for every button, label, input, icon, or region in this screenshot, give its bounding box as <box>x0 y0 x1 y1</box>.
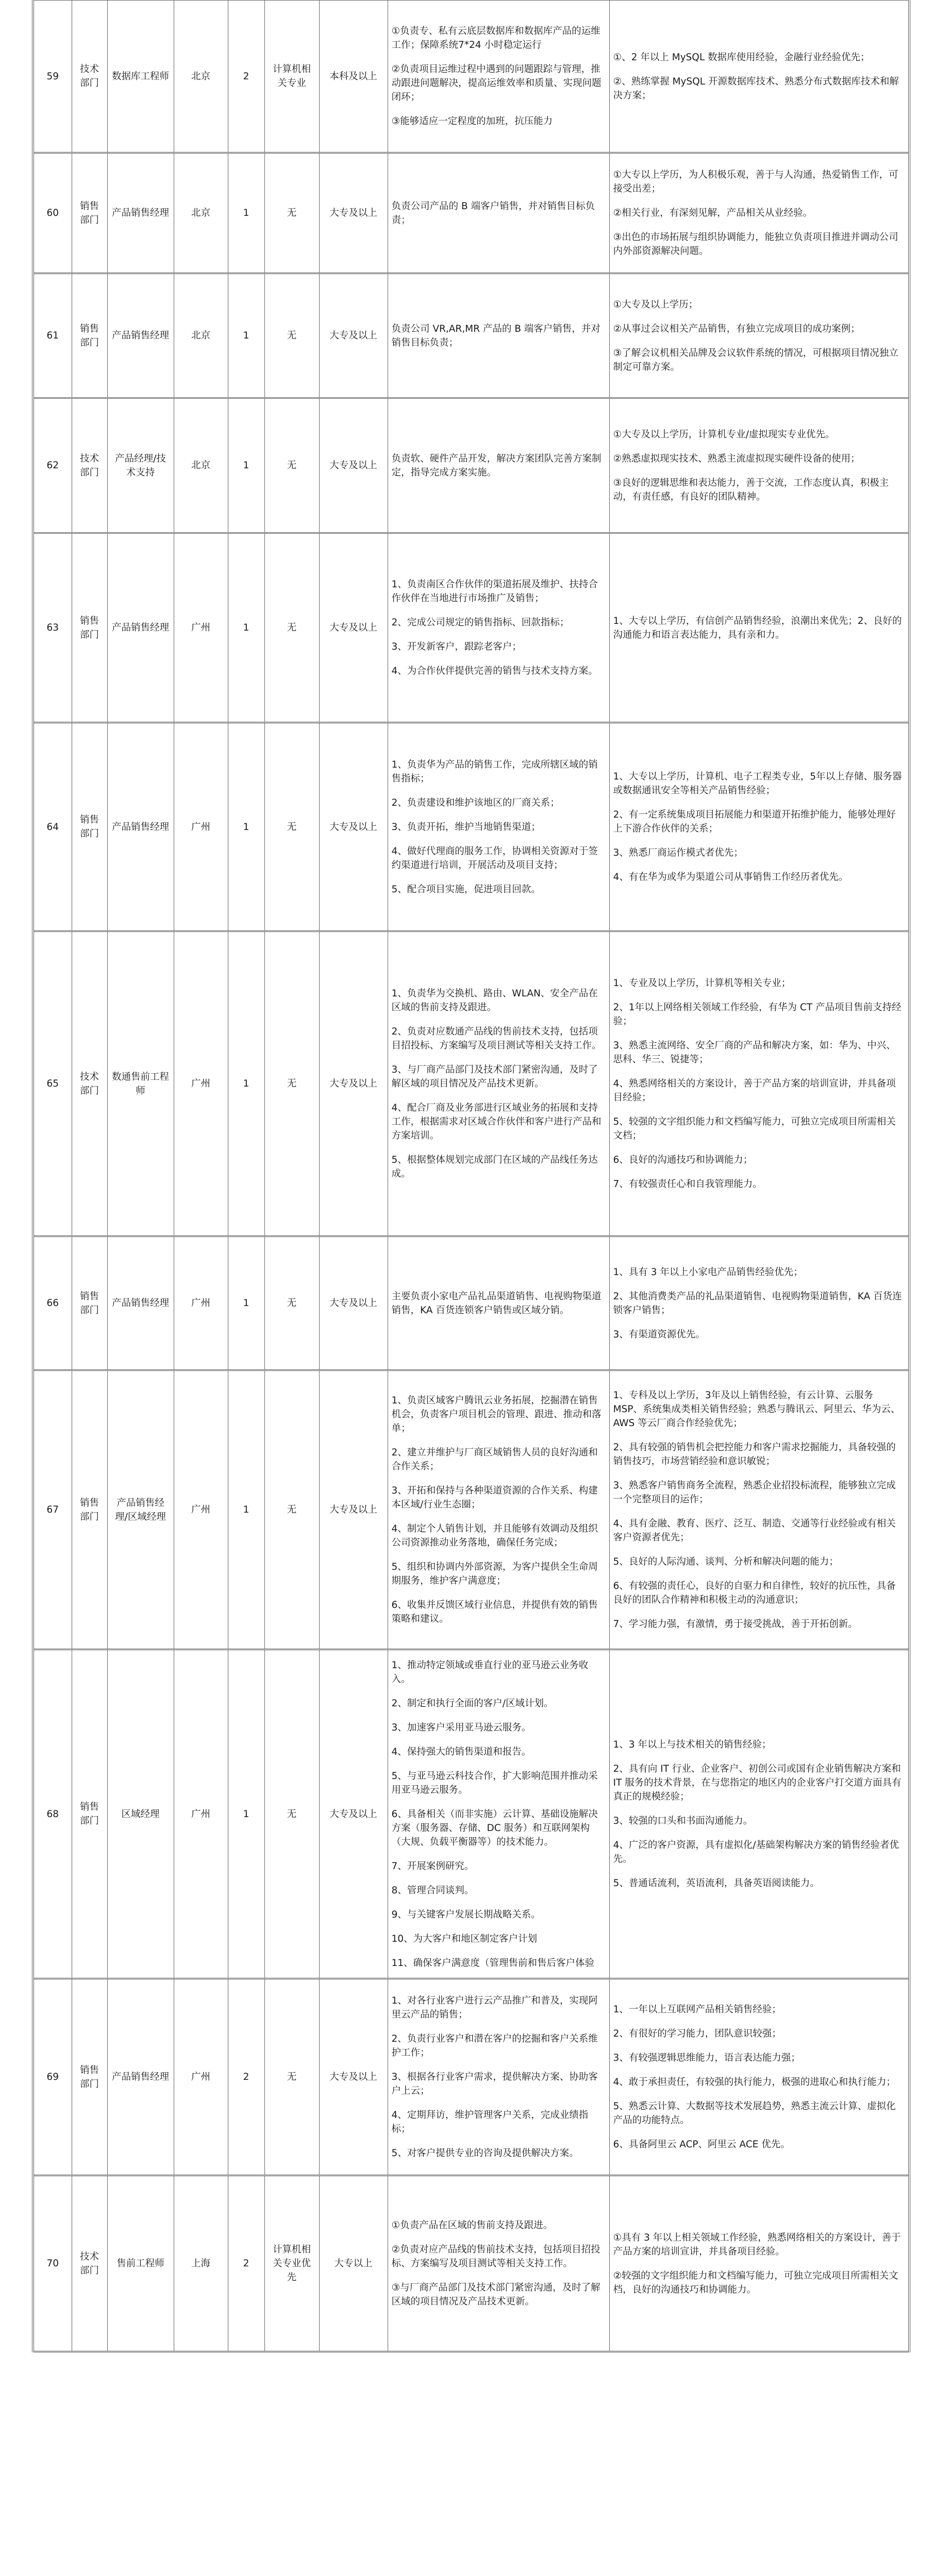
department-cell: 销售部门 <box>72 1370 107 1650</box>
department-cell: 销售部门 <box>72 274 107 398</box>
requirement-item: ②较强的文字组织能力和文档编写能力，可独立完成项目所需相关文档，良好的沟通技巧和协调能力。 <box>613 2270 898 2295</box>
requirement-item: ③出色的市场拓展与组织协调能力，能独立负责项目推进并调动公司内外部资源解决问题。 <box>613 232 898 257</box>
requirement-item: 7、有较强责任心和自我管理能力。 <box>613 1179 762 1190</box>
table-row <box>33 153 909 274</box>
duty-item: 11、确保客户满意度（管理售前和售后客户体验 <box>391 1957 595 1969</box>
city-cell: 北京 <box>174 153 228 274</box>
row-number: 59 <box>33 1 72 153</box>
duty-item: 6、收集并反馈区域行业信息，并提供有效的销售策略和建议。 <box>391 1600 598 1624</box>
duty-item: 5、根据整体规划完成部门在区域的产品线任务达成。 <box>391 1155 598 1179</box>
department-cell: 销售部门 <box>72 1979 107 2176</box>
requirement-item: 4、具有金融、教育、医疗、泛互、制造、交通等行业经验或有相关客户资源者优先； <box>613 1518 896 1543</box>
city-cell: 广州 <box>174 1650 228 1979</box>
duty-item: 10、为大客户和地区制定客户计划 <box>391 1933 538 1944</box>
major-cell: 无 <box>264 1650 319 1979</box>
requirement-item: 6、良好的沟通技巧和协调能力； <box>613 1155 753 1165</box>
education-cell: 大专以上 <box>319 2176 388 2352</box>
major-cell: 无 <box>264 398 319 533</box>
education-cell: 本科及以上 <box>319 1 388 153</box>
duties-cell <box>388 723 609 931</box>
duty-item: 4、为合作伙伴提供完善的销售与技术支持方案。 <box>391 666 598 676</box>
duty-item: 5、对客户提供专业的咨询及提供解决方案。 <box>391 2148 579 2159</box>
requirement-item: ②、熟练掌握 MySQL 开源数据库技术、熟悉分布式数据库技术和解决方案； <box>613 76 899 101</box>
requirement-item: 3、较强的口头和书面沟通能力。 <box>613 1816 753 1826</box>
row-number: 63 <box>33 533 72 723</box>
requirements-cell <box>609 398 909 533</box>
table-row <box>33 1650 909 1979</box>
education-cell: 大专及以上 <box>319 1979 388 2176</box>
education-cell: 大专及以上 <box>319 274 388 398</box>
table-row <box>33 723 909 931</box>
duty-item: 2、制定和执行全面的客户/区域计划。 <box>391 1698 554 1709</box>
major-cell: 计算机相关专业优先 <box>264 2176 319 2352</box>
position-cell: 产品经理/技术支持 <box>107 398 174 533</box>
department-cell: 销售部门 <box>72 533 107 723</box>
duty-item: 3、开拓和保持与各种渠道资源的合作关系、构建本区域/行业生态圈； <box>391 1485 598 1510</box>
duty-item: 6、具备相关（而非实施）云计算、基础设施解决方案（服务器、存储、DC 服务）和互联网架构（大规、负载平衡器等）的技术能力。 <box>391 1808 598 1848</box>
duty-item: 1、负责华为交换机、路由、WLAN、安全产品在区域的售前支持及跟进。 <box>391 988 598 1013</box>
department-cell: 技术部门 <box>72 1 107 153</box>
city-cell: 上海 <box>174 2176 228 2352</box>
duty-item: 1、负责区域客户腾讯云业务拓展，挖掘潜在销售机会，负责客户项目机会的管理、跟进、推动和落单； <box>391 1395 602 1434</box>
duties-cell <box>388 533 609 723</box>
duty-item: 3、根据各行业客户需求，提供解决方案、协助客户上云； <box>391 2072 598 2096</box>
table-row <box>33 1 909 153</box>
duties-cell <box>388 1979 609 2176</box>
requirements-cell <box>609 2176 909 2352</box>
table-row <box>33 2176 909 2352</box>
requirement-item: 5、良好的人际沟通、谈判、分析和解决问题的能力； <box>613 1556 839 1567</box>
department-cell: 销售部门 <box>72 1236 107 1370</box>
requirement-item: 4、有在华为或华为渠道公司从事销售工作经历者优先。 <box>613 872 848 883</box>
city-cell: 北京 <box>174 1 228 153</box>
duties-cell <box>388 2176 609 2352</box>
requirement-item: ②熟悉虚拟现实技术、熟悉主流虚拟现实硬件设备的使用； <box>613 453 860 464</box>
education-cell: 大专及以上 <box>319 1650 388 1979</box>
requirement-item: 2、有很好的学习能力，团队意识较强； <box>613 2028 781 2039</box>
duty-item: 3、开发新客户，跟踪老客户； <box>391 641 522 652</box>
education-cell: 大专及以上 <box>319 931 388 1236</box>
duty-item: 主要负责小家电产品礼品渠道销售、电视购物渠道销售，KA 百货连锁客户销售或区域分销。 <box>391 1291 602 1316</box>
table-row <box>33 533 909 723</box>
duty-item: 4、配合厂商及业务部进行区域业务的拓展和支持工作，根据需求对区域合作伙伴和客户进行产品和方案培训。 <box>391 1103 602 1141</box>
duty-item: 1、负责南区合作伙伴的渠道拓展及维护、扶持合作伙伴在当地进行市场推广及销售； <box>391 579 598 604</box>
requirement-item: ②从事过会议相关产品销售，有独立完成项目的成功案例； <box>613 323 860 334</box>
duty-item: 5、配合项目实施，促进项目回款。 <box>391 884 541 895</box>
requirement-item: ②相关行业，有深刻见解，产品相关从业经验。 <box>613 208 813 218</box>
requirement-item: 1、3 年以上与技术相关的销售经验； <box>613 1739 772 1750</box>
row-number: 70 <box>33 2176 72 2352</box>
city-cell: 广州 <box>174 533 228 723</box>
duty-item: 负责公司产品的 B 端客户销售，并对销售目标负责； <box>391 200 595 226</box>
headcount-cell: 1 <box>228 931 264 1236</box>
duty-item: 3、加速客户采用亚马逊云服务。 <box>391 1722 531 1733</box>
duties-cell <box>388 1650 609 1979</box>
row-number: 61 <box>33 274 72 398</box>
requirements-cell <box>609 533 909 723</box>
duties-cell <box>388 274 609 398</box>
education-cell: 大专及以上 <box>319 153 388 274</box>
headcount-cell: 1 <box>228 153 264 274</box>
duty-item: ②负责项目运维过程中遇到的问题跟踪与管理，推动跟进问题解决，提高运维效率和质量、实现问题闭环； <box>391 64 602 103</box>
row-number: 66 <box>33 1236 72 1370</box>
requirement-item: 5、较强的文字组织能力和文档编写能力，可独立完成项目所需相关文档； <box>613 1116 896 1141</box>
duty-item: ②负责对应产品线的售前技术支持，包括项目招投标、方案编写及项目测试等相关支持工作。 <box>391 2244 601 2269</box>
major-cell: 无 <box>264 1236 319 1370</box>
requirement-item: ①大专及以上学历，计算机专业/虚拟现实专业优先。 <box>613 429 835 440</box>
duties-cell <box>388 153 609 274</box>
requirements-cell <box>609 1650 909 1979</box>
headcount-cell: 2 <box>228 1 264 153</box>
requirement-item: 1、具有 3 年以上小家电产品销售经验优先； <box>613 1266 803 1278</box>
department-cell: 技术部门 <box>72 931 107 1236</box>
requirement-item: 1、专业及以上学历，计算机等相关专业； <box>613 978 791 989</box>
duty-item: 5、与亚马逊云科技合作，扩大影响范围并推动采用亚马逊云服务。 <box>391 1770 598 1795</box>
requirements-cell <box>609 1 909 153</box>
headcount-cell: 1 <box>228 1650 264 1979</box>
education-cell: 大专及以上 <box>319 1370 388 1650</box>
duty-item: 9、与关键客户发展长期战略关系。 <box>391 1909 541 1920</box>
duty-item: 1、对各行业客户进行云产品推广和普及，实现阿里云产品的销售； <box>391 1995 598 2020</box>
table-row <box>33 931 909 1236</box>
position-cell: 产品销售经理/区域经理 <box>107 1370 174 1650</box>
requirement-item: 1、一年以上互联网产品相关销售经验； <box>613 2004 781 2015</box>
table-row <box>33 1979 909 2176</box>
requirement-item: ③了解会议机相关品牌及会议软件系统的情况，可根据项目情况独立制定可靠方案。 <box>613 347 898 372</box>
city-cell: 广州 <box>174 1979 228 2176</box>
requirement-item: ③良好的逻辑思维和表达能力，善于交流，工作态度认真，积极主动，有责任感，有良好的团队精神。 <box>613 477 889 502</box>
major-cell: 无 <box>264 274 319 398</box>
duty-item: 负责公司 VR,AR,MR 产品的 B 端客户销售，并对销售目标负责； <box>391 323 601 348</box>
requirement-item: 5、熟悉云计算、大数据等技术发展趋势，熟悉主流云计算、虚拟化产品的功能特点。 <box>613 2101 896 2126</box>
requirements-cell <box>609 153 909 274</box>
table-row <box>33 398 909 533</box>
requirement-item: 1、大专以上学历，有信创产品销售经验，浪潮出来优先；2、良好的沟通能力和语言表达能力，具有亲和力。 <box>613 615 902 640</box>
duties-cell <box>388 398 609 533</box>
major-cell: 无 <box>264 533 319 723</box>
requirements-cell <box>609 1236 909 1370</box>
position-cell: 售前工程师 <box>107 2176 174 2352</box>
headcount-cell: 2 <box>228 2176 264 2352</box>
city-cell: 北京 <box>174 274 228 398</box>
requirement-item: 3、熟悉厂商运作模式者优先； <box>613 848 743 858</box>
city-cell: 广州 <box>174 1236 228 1370</box>
position-cell: 产品销售经理 <box>107 723 174 931</box>
requirement-item: ①具有 3 年以上相关领域工作经验，熟悉网络相关的方案设计，善于产品方案的培训宣讲，并具备项目经验。 <box>613 2232 901 2257</box>
row-number: 62 <box>33 398 72 533</box>
requirement-item: 3、熟悉客户销售商务全流程，熟悉企业招投标流程，能够独立完成一个完整项目的运作； <box>613 1480 896 1505</box>
requirement-item: 4、广泛的客户资源，具有虚拟化/基础架构解决方案的销售经验者优先。 <box>613 1840 899 1865</box>
position-cell: 产品销售经理 <box>107 274 174 398</box>
duty-item: 2、建立并维护与厂商区域销售人员的良好沟通和合作关系； <box>391 1447 598 1472</box>
duty-item: 1、负责华为产品的销售工作，完成所辖区域的销售指标； <box>391 759 598 784</box>
duty-item: 4、保持强大的销售渠道和报告。 <box>391 1746 531 1757</box>
requirement-item: 2、具有较强的销售机会把控能力和客户需求挖掘能力，具备较强的销售技巧，市场营销经验和意识敏锐； <box>613 1442 896 1467</box>
requirement-item: 2、具有向 IT 行业、企业客户、初创公司或国有企业销售解决方案和 IT 服务的技术背景，在与您指定的地区内的企业客户打交道方面具有真正的规模经验； <box>613 1764 902 1802</box>
major-cell: 无 <box>264 153 319 274</box>
requirement-item: 3、熟悉主流网络、安全厂商的产品和解决方案，如：华为、中兴、思科、华三、锐捷等； <box>613 1040 896 1065</box>
row-number: 69 <box>33 1979 72 2176</box>
requirements-cell <box>609 1370 909 1650</box>
headcount-cell: 2 <box>228 1979 264 2176</box>
table-row <box>33 1370 909 1650</box>
position-cell: 产品销售经理 <box>107 153 174 274</box>
requirements-cell <box>609 723 909 931</box>
duty-item: 2、负责行业客户和潜在客户的挖掘和客户关系维护工作； <box>391 2033 598 2058</box>
duty-item: 4、定期拜访，维护管理客户关系，完成业绩指标； <box>391 2110 589 2134</box>
requirement-item: ①大专及以上学历； <box>613 299 698 310</box>
position-cell: 产品销售经理 <box>107 1236 174 1370</box>
requirement-item: 2、其他消费类产品的礼品渠道销售、电视购物渠道销售，KA 百货连锁客户销售； <box>613 1291 902 1316</box>
duty-item: ①负责产品在区域的售前支持及跟进。 <box>391 2220 553 2231</box>
requirement-item: ①、2 年以上 MySQL 数据库使用经验，金融行业经验优先； <box>613 52 870 63</box>
duty-item: 3、负责开拓，维护当地销售渠道； <box>391 821 541 833</box>
duty-item: 4、制定个人销售计划，并且能够有效调动及组织公司资源推动业务落地，确保任务完成； <box>391 1523 598 1548</box>
requirement-item: 3、有较强逻辑思维能力，语言表达能力强； <box>613 2053 800 2063</box>
position-cell: 数通售前工程师 <box>107 931 174 1236</box>
table-row <box>33 274 909 398</box>
headcount-cell: 1 <box>228 723 264 931</box>
department-cell: 销售部门 <box>72 153 107 274</box>
recruitment-table <box>32 0 910 2352</box>
requirement-item: 2、有一定系统集成项目拓展能力和渠道开拓维护能力，能够处理好上下游合作伙伴的关系； <box>613 809 896 834</box>
position-cell: 区域经理 <box>107 1650 174 1979</box>
headcount-cell: 1 <box>228 1370 264 1650</box>
duty-item: 1、推动特定领域或垂直行业的亚马逊云业务收入。 <box>391 1659 589 1685</box>
requirement-item: 5、普通话流利，英语流利，具备英语阅读能力。 <box>613 1878 820 1889</box>
requirement-item: 2、1年以上网络相关领域工作经验，有华为 CT 产品项目售前支持经验； <box>613 1002 902 1027</box>
duty-item: 2、完成公司规定的销售指标、回款指标； <box>391 617 570 628</box>
requirement-item: 6、有较强的责任心，良好的自驱力和自律性，较好的抗压性，具备良好的团队合作精神和积极主动的沟通意识； <box>613 1581 896 1605</box>
requirement-item: 1、专科及以上学历，3年及以上销售经验，有云计算、云服务 MSP、系统集成类相关销售经验；熟悉与腾讯云、阿里云、华为云、AWS 等云厂商合作经验优先； <box>613 1390 900 1429</box>
requirement-item: 7、学习能力强，有激情，勇于接受挑战，善于开拓创新。 <box>613 1619 858 1630</box>
row-number: 64 <box>33 723 72 931</box>
duty-item: 2、负责对应数通产品线的售前技术支持，包括项目招投标、方案编写及项目测试等相关支持工作。 <box>391 1026 602 1051</box>
duties-cell <box>388 1 609 153</box>
duty-item: 负责软、硬件产品开发，解决方案团队完善方案制定，指导完成方案实施。 <box>391 453 602 478</box>
duty-item: ③能够适应一定程度的加班，抗压能力 <box>391 116 553 127</box>
city-cell: 广州 <box>174 1370 228 1650</box>
headcount-cell: 1 <box>228 533 264 723</box>
major-cell: 无 <box>264 931 319 1236</box>
requirement-item: 6、具备阿里云 ACP、阿里云 ACE 优先。 <box>613 2139 790 2150</box>
city-cell: 广州 <box>174 931 228 1236</box>
table-row <box>33 1236 909 1370</box>
department-cell: 销售部门 <box>72 1650 107 1979</box>
city-cell: 北京 <box>174 398 228 533</box>
duty-item: 5、组织和协调内外部资源，为客户提供全生命周期服务，维护客户满意度； <box>391 1562 598 1586</box>
headcount-cell: 1 <box>228 274 264 398</box>
requirements-cell <box>609 1979 909 2176</box>
duties-cell <box>388 1370 609 1650</box>
major-cell: 无 <box>264 1979 319 2176</box>
education-cell: 大专及以上 <box>319 1236 388 1370</box>
position-cell: 数据库工程师 <box>107 1 174 153</box>
duty-item: ①负责专、私有云底层数据库和数据库产品的运维工作；保障系统7*24 小时稳定运行 <box>391 26 601 50</box>
major-cell: 无 <box>264 1370 319 1650</box>
duty-item: 4、做好代理商的服务工作，协调相关资源对于签约渠道进行培训，开展活动及项目支持； <box>391 845 598 871</box>
requirement-item: 4、敢于承担责任，有较强的执行能力，极强的进取心和执行能力； <box>613 2077 896 2088</box>
requirements-cell <box>609 274 909 398</box>
duty-item: ③与厂商产品部门及技术部门紧密沟通，及时了解区域的项目情况及产品技术更新。 <box>391 2282 601 2307</box>
education-cell: 大专及以上 <box>319 533 388 723</box>
row-number: 67 <box>33 1370 72 1650</box>
requirement-item: 1、大专以上学历，计算机、电子工程类专业，5年以上存储、服务器或数据通讯安全等相关产品销售经验； <box>613 771 902 796</box>
requirement-item: 3、有渠道资源优先。 <box>613 1329 705 1340</box>
row-number: 68 <box>33 1650 72 1979</box>
position-cell: 产品销售经理 <box>107 1979 174 2176</box>
duties-cell <box>388 1236 609 1370</box>
duty-item: 8、管理合同谈判。 <box>391 1885 474 1896</box>
major-cell: 计算机相关专业 <box>264 1 319 153</box>
row-number: 65 <box>33 931 72 1236</box>
requirements-cell <box>609 931 909 1236</box>
duty-item: 3、与厂商产品部门及技术部门紧密沟通，及时了解区域的项目情况及产品技术更新。 <box>391 1064 598 1089</box>
department-cell: 技术部门 <box>72 2176 107 2352</box>
major-cell: 无 <box>264 723 319 931</box>
education-cell: 大专及以上 <box>319 723 388 931</box>
duty-item: 7、开展案例研究。 <box>391 1860 474 1872</box>
education-cell: 大专及以上 <box>319 398 388 533</box>
headcount-cell: 1 <box>228 398 264 533</box>
row-number: 60 <box>33 153 72 274</box>
department-cell: 技术部门 <box>72 398 107 533</box>
city-cell: 广州 <box>174 723 228 931</box>
headcount-cell: 1 <box>228 1236 264 1370</box>
requirement-item: ①大专以上学历，为人积极乐观，善于与人沟通，热爱销售工作，可接受出差； <box>613 170 898 194</box>
position-cell: 产品销售经理 <box>107 533 174 723</box>
department-cell: 销售部门 <box>72 723 107 931</box>
duty-item: 2、负责建设和维护该地区的厂商关系； <box>391 797 560 808</box>
requirement-item: 4、熟悉网络相关的方案设计，善于产品方案的培训宣讲，并具备项目经验； <box>613 1078 896 1103</box>
duties-cell <box>388 931 609 1236</box>
